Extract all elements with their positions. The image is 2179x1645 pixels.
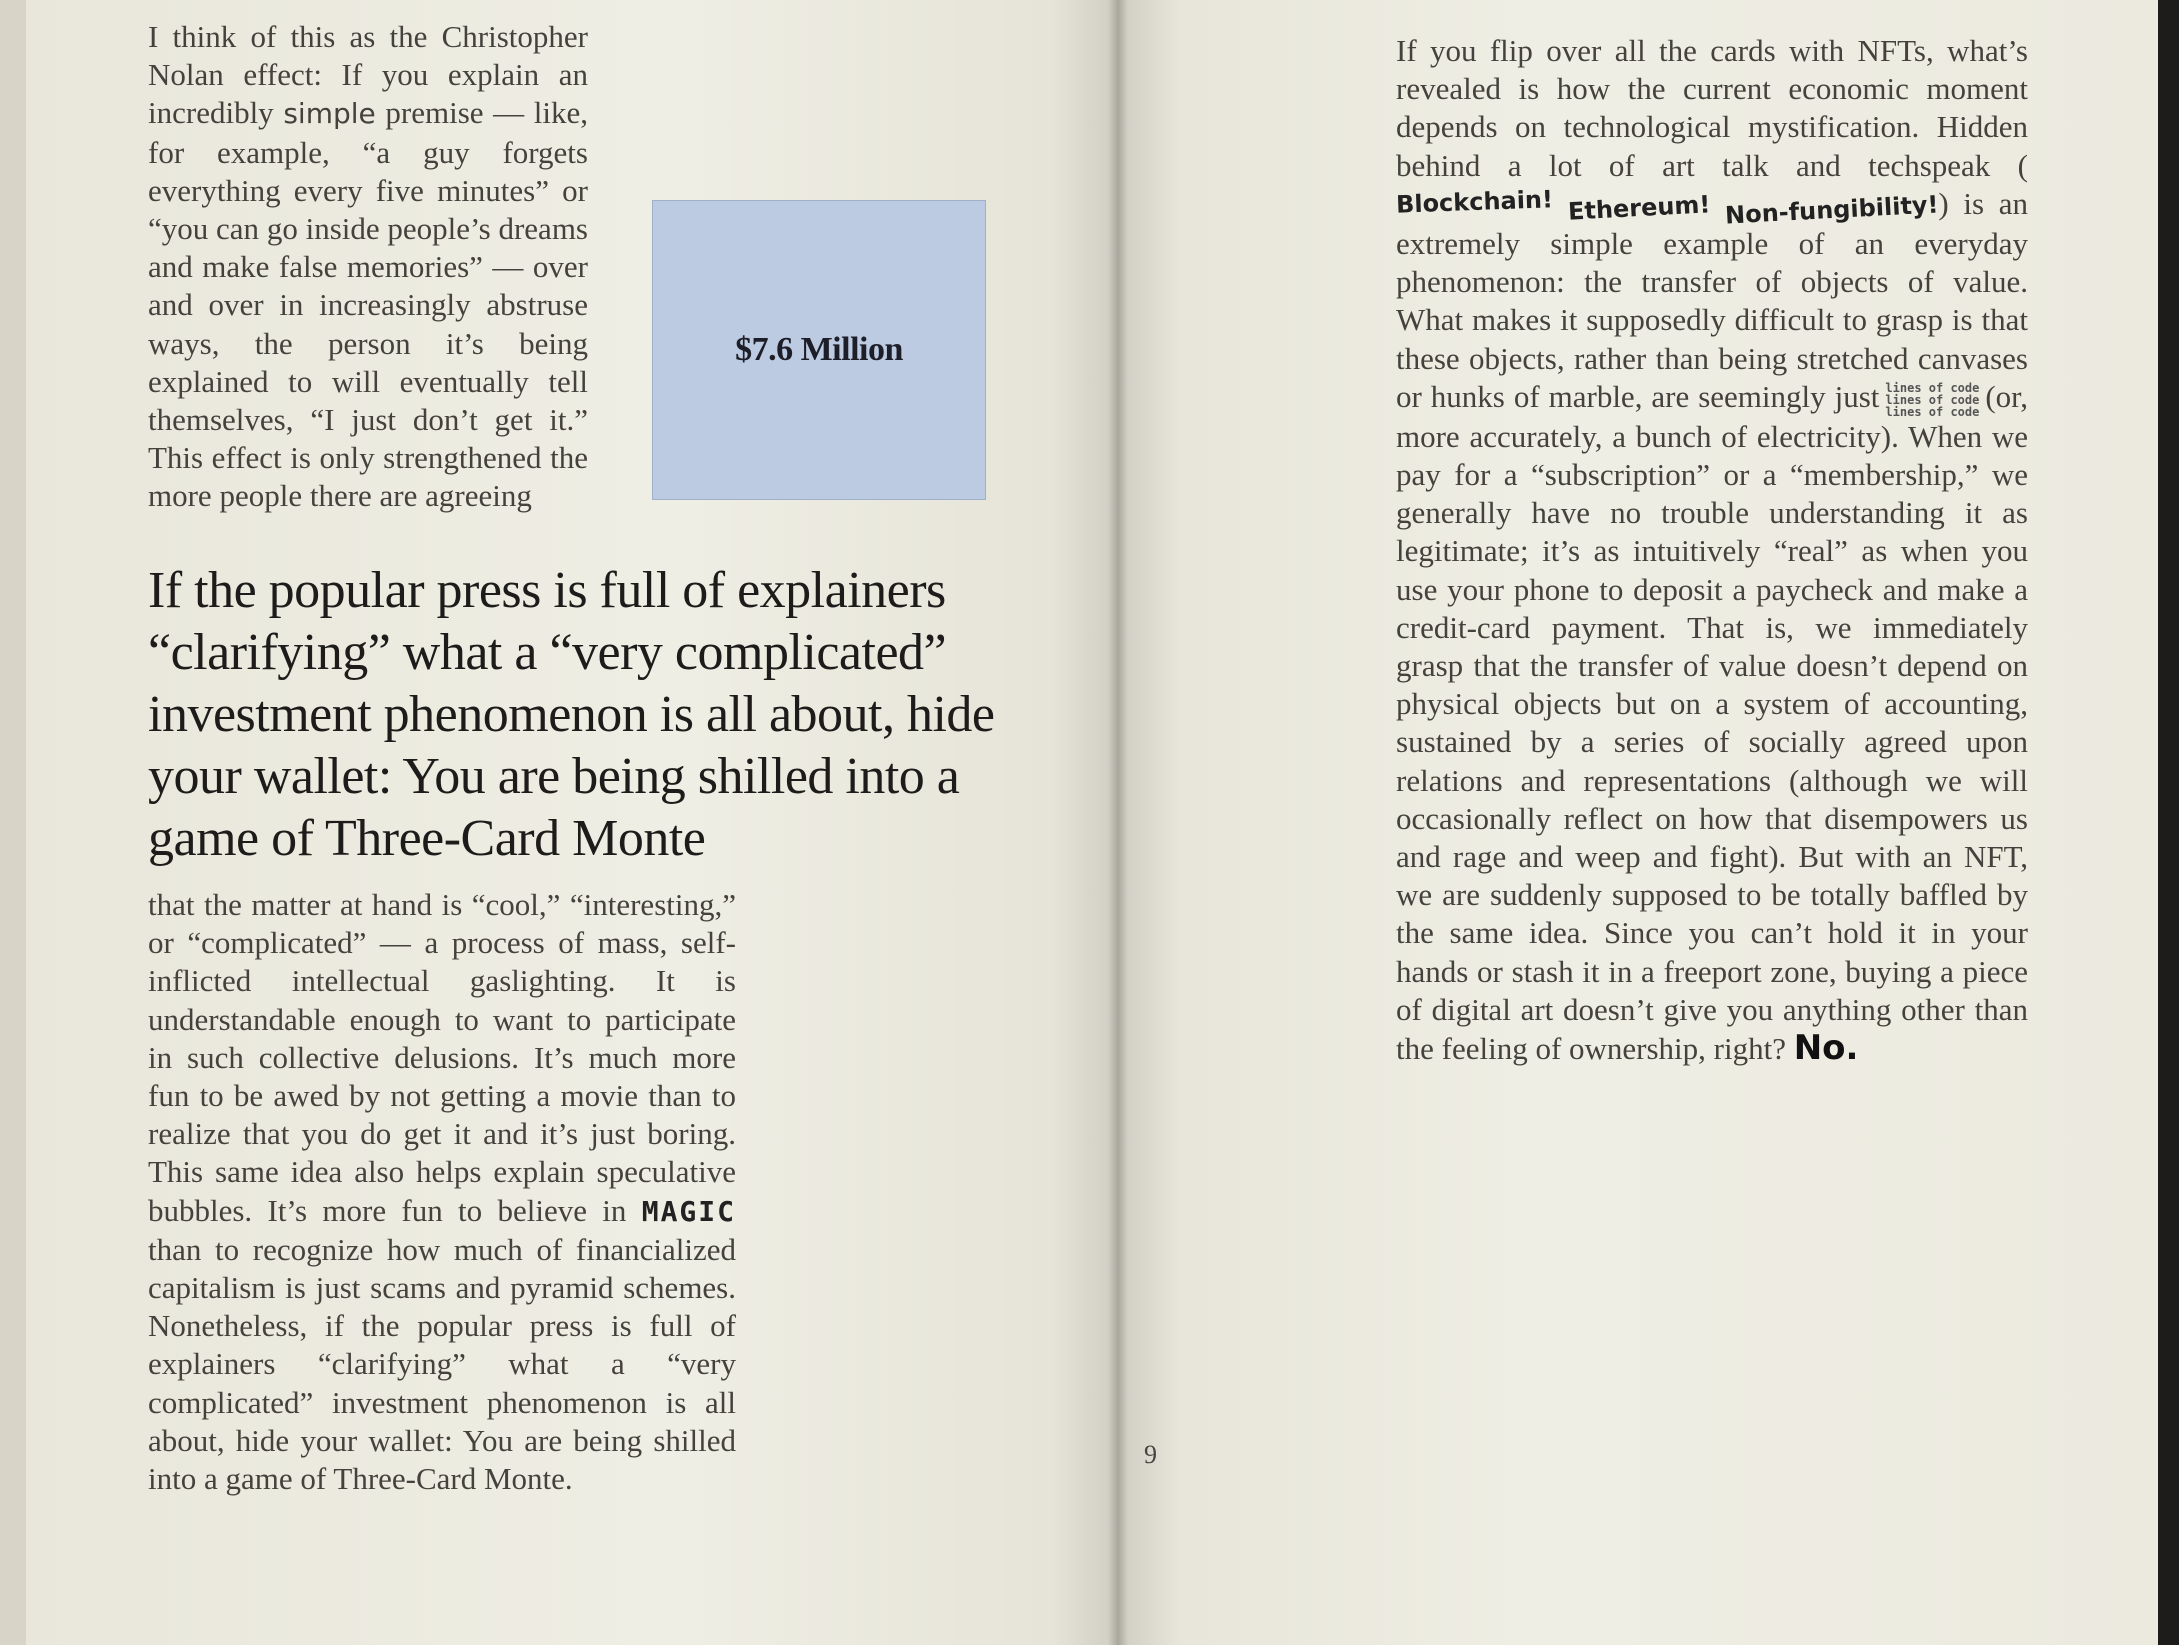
right-paragraph: If you flip over all the cards with NFTs, what’s revealed is how the current economic moment depends on technological mystification. Hidden behind a lot of art talk and techspeak (Blockchain! Ethereum! Non-fungibility!) is an extremely simple example of an everyday phenomenon: the transfer of objects of value. What makes it supposedly difficult to grasp is that these objects, rather than being stretched canvases or hunks of marble, are seemingly just lines of code lines of code lines of code (or, more accurately, a bunch of electricity). When we pay for a “subscription” or a “membership,” we generally have no trouble understanding it as legitimate; it’s as intuitively “real” as when you use your phone to deposit a paycheck and make a credit-card payment. That is, we immediately grasp that the transfer of value doesn’t depend on physical objects but on a system of accounting, sustained by a series of socially agreed upon relations and representations (although we will occasionally reflect on how that disempowers us and rage and weep and fight). But with an NFT, we are suddenly supposed to be totally baffled by the same idea. Since you can’t hold it in your hands or stash it in a freeport zone, buying a piece of digital art doesn’t give you anything other than the feeling of ownership, right? No. [1395, 33, 2028, 1068]
book-gutter [1108, 0, 1128, 1645]
price-label: $7.6 Million [735, 331, 903, 368]
book-edge [2158, 0, 2179, 1645]
price-box [652, 200, 986, 500]
ethereum-word: Ethereum! [1567, 190, 1711, 226]
blockchain-word: Blockchain! [1395, 185, 1554, 219]
magic-word: MAGIC [641, 1194, 737, 1228]
lines-of-code-stack: lines of code lines of code lines of code [1885, 380, 1980, 419]
simple-word: simple [283, 97, 376, 131]
non-fungibility-word: Non-fungibility! [1724, 190, 1939, 230]
page-number: 9 [1144, 1440, 1157, 1469]
left-bottom-paragraph: that the matter at hand is “cool,” “interesting,” or “complicated” — a process of mass, self-inflicted intellectual gaslighting. It is understandable enough to want to participate in such collective delusions. It’s much more fun to be awed by not getting a movie than to realize that you do get it and it’s just boring. This same idea also helps explain speculative bubbles. It’s more fun to believe in MAGIC than to recognize how much of financialized capitalism is just scams and pyramid schemes. Nonetheless, if the popular press is full of explainers “clarifying” what a “very complicated” investment phenomenon is all about, hide your wallet: You are being shilled into a game of Three-Card Monte. [148, 887, 737, 1497]
no-word: No. [1793, 1027, 1859, 1068]
left-top-paragraph: I think of this as the Christopher Nolan effect: If you explain an incredibly simple premise — like, for example, “a guy forgets everything every five minutes” or “you can go inside people’s dreams and make false memories” — over and over in increasingly abstruse ways, the person it’s being explained to will eventually tell themselves, “I just don’t get it.” This effect is only strengthened the more people there are agreeing [148, 19, 589, 514]
pull-quote: If the popular press is full of explainers “clarifying” what a “very complicated” investment phenomenon is all about, hide your wallet: You are being shilled into a game of Three-Card Monte [148, 562, 995, 867]
